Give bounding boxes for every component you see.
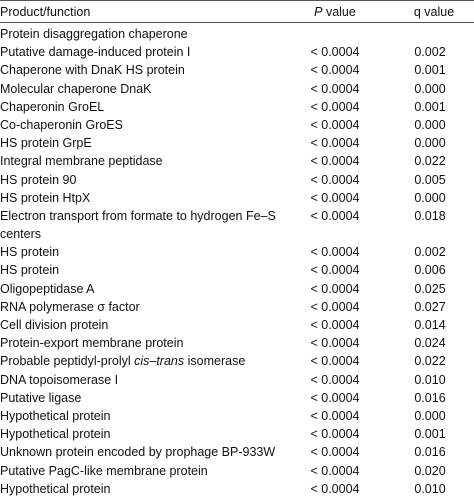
row-p-value: < 0.0004 <box>310 281 360 296</box>
row-p-value: < 0.0004 <box>310 190 360 205</box>
row-p-value: < 0.0004 <box>310 427 360 442</box>
table-row <box>0 462 474 480</box>
row-p-value: < 0.0004 <box>310 263 360 278</box>
row-p-value: < 0.0004 <box>310 172 360 187</box>
table-row <box>0 134 474 152</box>
row-q-value: 0.001 <box>414 63 446 78</box>
row-product-function: Hypothetical protein <box>0 408 111 423</box>
table-row <box>0 480 474 498</box>
row-q-value: 0.000 <box>414 117 446 132</box>
row-p-value: < 0.0004 <box>310 154 360 169</box>
table-row <box>0 189 474 207</box>
row-q-value: 0.006 <box>414 263 446 278</box>
row-product-function: Protein disaggregation chaperone <box>0 27 188 41</box>
table-row <box>0 389 474 407</box>
row-product-function: DNA topoisomerase I <box>0 372 119 387</box>
row-p-value: < 0.0004 <box>310 45 360 60</box>
table-header <box>0 2 474 22</box>
row-p-value: < 0.0004 <box>310 245 360 260</box>
row-product-function: Oligopeptidase A <box>0 281 95 296</box>
row-product-function: Putative PagC-like membrane protein <box>0 463 208 478</box>
row-product-function: HS protein GrpE <box>0 136 92 151</box>
row-q-value: 0.002 <box>414 245 446 260</box>
row-product-function <box>0 352 245 370</box>
row-name-part: Probable peptidyl-prolyl <box>0 354 135 369</box>
row-q-value: 0.022 <box>414 354 446 369</box>
row-q-value: 0.024 <box>414 336 446 351</box>
row-q-value: 0.022 <box>414 154 446 169</box>
row-q-value: 0.001 <box>414 427 446 442</box>
row-p-value: < 0.0004 <box>310 408 360 423</box>
row-p-value: < 0.0004 <box>310 117 360 132</box>
row-q-value: 0.027 <box>414 299 446 314</box>
row-p-value: < 0.0004 <box>310 208 360 223</box>
row-q-value: 0.025 <box>414 281 446 296</box>
table-row <box>0 25 474 43</box>
row-q-value: 0.010 <box>414 481 446 496</box>
table-row <box>0 316 474 334</box>
row-q-value: 0.018 <box>414 208 446 223</box>
row-p-value: < 0.0004 <box>310 81 360 96</box>
table-row <box>0 207 474 243</box>
table-row <box>0 261 474 279</box>
row-q-value: 0.005 <box>414 172 446 187</box>
table-row <box>0 80 474 98</box>
row-q-value: 0.010 <box>414 372 446 387</box>
table-row <box>0 171 474 189</box>
row-p-value: < 0.0004 <box>310 99 360 114</box>
row-product-function: HS protein <box>0 263 60 278</box>
row-q-value: 0.016 <box>414 445 446 460</box>
row-q-value: 0.020 <box>414 463 446 478</box>
row-product-function: Putative ligase <box>0 390 82 405</box>
row-product-function: HS protein HtpX <box>0 190 91 205</box>
table-row <box>0 334 474 352</box>
row-product-function: Cell division protein <box>0 318 109 333</box>
header-p-suffix: value <box>322 5 356 19</box>
header-rule <box>0 22 474 23</box>
row-q-value: 0.001 <box>414 99 446 114</box>
row-p-value: < 0.0004 <box>310 318 360 333</box>
row-p-value: < 0.0004 <box>310 372 360 387</box>
row-p-value: < 0.0004 <box>310 299 360 314</box>
table-row <box>0 352 474 370</box>
row-p-value: < 0.0004 <box>310 481 360 496</box>
row-q-value: 0.000 <box>414 190 446 205</box>
table-row <box>0 98 474 116</box>
table-row <box>0 243 474 261</box>
row-q-value: 0.000 <box>414 81 446 96</box>
row-product-function: Molecular chaperone DnaK <box>0 81 152 96</box>
table-row <box>0 43 474 61</box>
header-q-value: q value <box>413 5 455 19</box>
table-row <box>0 116 474 134</box>
row-product-function: Chaperone with DnaK HS protein <box>0 63 185 78</box>
row-product-function: Integral membrane peptidase <box>0 154 163 169</box>
top-rule <box>0 0 474 1</box>
row-p-value: < 0.0004 <box>310 136 360 151</box>
row-product-function: Putative damage-induced protein I <box>0 45 191 60</box>
row-q-value: 0.000 <box>414 136 446 151</box>
row-product-function: Unknown protein encoded by prophage BP-933W <box>0 445 276 460</box>
row-p-value: < 0.0004 <box>310 390 360 405</box>
row-product-function: HS protein <box>0 245 60 260</box>
row-product-function: Hypothetical protein <box>0 427 111 442</box>
row-product-function: Co-chaperonin GroES <box>0 117 123 132</box>
row-product-function: RNA polymerase σ factor <box>0 299 140 314</box>
header-p-value <box>302 2 368 22</box>
table-row <box>0 443 474 461</box>
table-row <box>0 61 474 79</box>
row-p-value: < 0.0004 <box>310 463 360 478</box>
row-product-function: Electron transport from formate to hydrogen Fe–S centers <box>0 208 276 242</box>
table-row <box>0 280 474 298</box>
table-body <box>0 25 474 498</box>
header-p-italic: P <box>314 5 323 19</box>
table-row <box>0 371 474 389</box>
row-q-value: 0.016 <box>414 390 446 405</box>
table-row <box>0 425 474 443</box>
row-p-value: < 0.0004 <box>310 445 360 460</box>
row-q-value: 0.002 <box>414 45 446 60</box>
table-row <box>0 152 474 170</box>
row-name-part: cis–trans <box>134 354 185 369</box>
row-q-value: 0.000 <box>414 408 446 423</box>
row-p-value: < 0.0004 <box>310 336 360 351</box>
row-product-function: HS protein 90 <box>0 172 77 187</box>
table-row <box>0 407 474 425</box>
table-row <box>0 298 474 316</box>
row-product-function: Protein-export membrane protein <box>0 336 184 351</box>
row-q-value: 0.014 <box>414 318 446 333</box>
header-product-function: Product/function <box>0 5 91 19</box>
row-name-part: isomerase <box>184 354 246 369</box>
row-product-function: Hypothetical protein <box>0 481 111 496</box>
row-product-function: Chaperonin GroEL <box>0 99 105 114</box>
row-p-value: < 0.0004 <box>310 354 360 369</box>
row-p-value: < 0.0004 <box>310 63 360 78</box>
